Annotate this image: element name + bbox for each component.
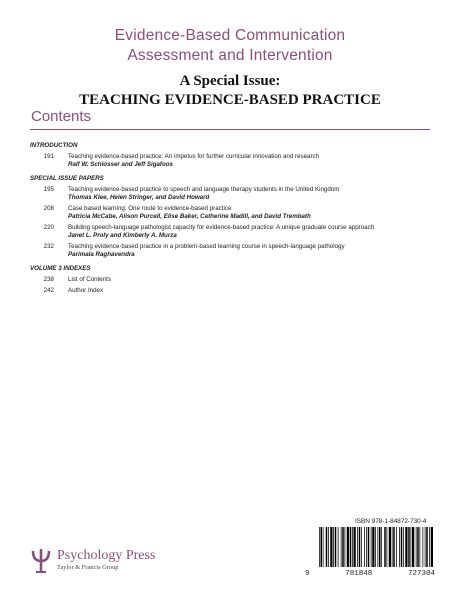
barcode-bar	[342, 527, 344, 567]
entry-page: 238	[43, 276, 54, 283]
entry-title: List of Contents	[68, 276, 111, 283]
publisher-block	[30, 548, 155, 574]
entry-title: Author Index	[68, 287, 104, 294]
section-heading: SPECIAL ISSUE PAPERS	[30, 175, 104, 182]
barcode-digit-group2: 727304	[407, 570, 435, 578]
barcode-bar	[393, 527, 395, 567]
entry-page: 242	[43, 287, 54, 294]
barcode-bar	[372, 527, 374, 567]
barcode-digits	[305, 570, 435, 578]
barcode-bar	[347, 527, 349, 567]
barcode-bar	[354, 527, 356, 567]
journal-title-line2: Assessment and Intervention	[127, 47, 333, 64]
barcode-bar	[408, 527, 410, 567]
barcode-digit-prefix: 9	[305, 570, 310, 578]
psi-logo-icon	[30, 548, 52, 574]
barcode-bar	[403, 527, 404, 567]
barcode-bar	[364, 527, 365, 567]
entry-authors: Ralf W. Schlosser and Jeff Sigafoos	[68, 161, 173, 168]
entry-authors: Patricia McCabe, Alison Purcell, Elise Baker, Catherine Madill, and David Trembath	[68, 213, 311, 220]
special-issue-line2: TEACHING EVIDENCE-BASED PRACTICE	[79, 92, 381, 108]
toc-entry[interactable]	[30, 224, 430, 240]
entry-page: 191	[43, 153, 54, 160]
barcode-bar	[326, 527, 328, 567]
barcode-bar	[411, 527, 412, 567]
entry-title: Teaching evidence-based practice to speech and language therapy students in the United Kingdom	[68, 186, 340, 193]
barcode-bar	[429, 527, 430, 567]
barcode-bar	[379, 527, 381, 567]
barcode-bar	[389, 527, 391, 567]
barcode-bar	[328, 527, 329, 567]
barcode-bar	[405, 527, 407, 567]
journal-title-line1: Evidence-Based Communication	[114, 27, 346, 44]
barcode-bar	[387, 527, 388, 567]
isbn-label: ISBN 978-1-84872-730-4	[355, 518, 427, 525]
toc-entry[interactable]	[30, 186, 430, 202]
barcode-bar	[333, 527, 334, 567]
toc-entry[interactable]	[30, 205, 430, 221]
barcode-bar	[338, 527, 339, 567]
barcode-bar	[319, 527, 320, 567]
section-heading: INTRODUCTION	[30, 142, 78, 149]
barcode-bar	[399, 527, 400, 567]
section-volume-indexes	[30, 265, 430, 295]
entry-title: Building speech-language pathologist capacity for evidence-based practice: A unique graduate course approach	[68, 224, 375, 231]
toc-entry[interactable]	[30, 287, 430, 295]
entry-title: Case based learning: One route to evidence-based practice	[68, 205, 232, 212]
entry-title: Teaching evidence-based practice: An impetus for further curricular innovation and research	[68, 153, 320, 160]
barcode-bar	[341, 527, 342, 567]
special-issue-title	[0, 72, 460, 110]
toc-entry[interactable]	[30, 243, 430, 259]
barcode-bar	[368, 527, 370, 567]
section-special-issue-papers	[30, 175, 430, 259]
barcode-bar	[425, 527, 426, 567]
barcode-bar	[352, 527, 353, 567]
barcode-bar	[350, 527, 352, 567]
barcode-bar	[381, 527, 382, 567]
entry-authors: Janet L. Proly and Kimberly A. Murza	[68, 232, 177, 239]
entry-page: 195	[43, 186, 54, 193]
barcode-bar	[396, 527, 397, 567]
barcode-bar	[330, 527, 332, 567]
barcode	[318, 527, 434, 567]
barcode-digit-group1: 781848	[345, 570, 373, 578]
barcode-bar	[359, 527, 361, 567]
publisher-name: Psychology Press	[57, 548, 156, 563]
barcode-bar	[423, 527, 424, 567]
publisher-group: Taylor & Francis Group	[57, 564, 119, 571]
entry-page: 220	[43, 224, 54, 231]
contents-divider	[30, 129, 430, 130]
entry-authors: Parimala Raghavendra	[68, 251, 135, 258]
toc-entry[interactable]	[30, 153, 430, 169]
barcode-bar	[431, 527, 433, 567]
section-heading: VOLUME 3 INDEXES	[30, 265, 91, 272]
table-of-contents	[30, 136, 430, 298]
section-introduction	[30, 142, 430, 169]
barcode-bar	[345, 527, 346, 567]
barcode-bar	[384, 527, 386, 567]
toc-entry[interactable]	[30, 276, 430, 284]
barcode-bar	[357, 527, 358, 567]
barcode-bar	[361, 527, 362, 567]
barcode-bar	[366, 527, 367, 567]
entry-title: Teaching evidence-based practice in a problem-based learning course in speech-language pathology	[68, 243, 345, 250]
barcode-bar	[426, 527, 428, 567]
barcode-bar	[335, 527, 337, 567]
barcode-bar	[412, 527, 414, 567]
barcode-bar	[416, 527, 417, 567]
barcode-bar	[371, 527, 372, 567]
journal-title	[0, 26, 460, 66]
barcode-bar	[375, 527, 376, 567]
entry-page: 232	[43, 243, 54, 250]
contents-heading: Contents	[31, 108, 92, 125]
barcode-bar	[323, 527, 324, 567]
entry-authors: Thomas Klee, Helen Stringer, and David Howard	[68, 194, 210, 201]
barcode-bar	[417, 527, 419, 567]
entry-page: 208	[43, 205, 54, 212]
barcode-bar	[420, 527, 421, 567]
barcode-bar	[378, 527, 379, 567]
special-issue-line1: A Special Issue:	[179, 73, 281, 89]
barcode-bar	[401, 527, 403, 567]
barcode-bar	[392, 527, 393, 567]
barcode-bar	[321, 527, 323, 567]
